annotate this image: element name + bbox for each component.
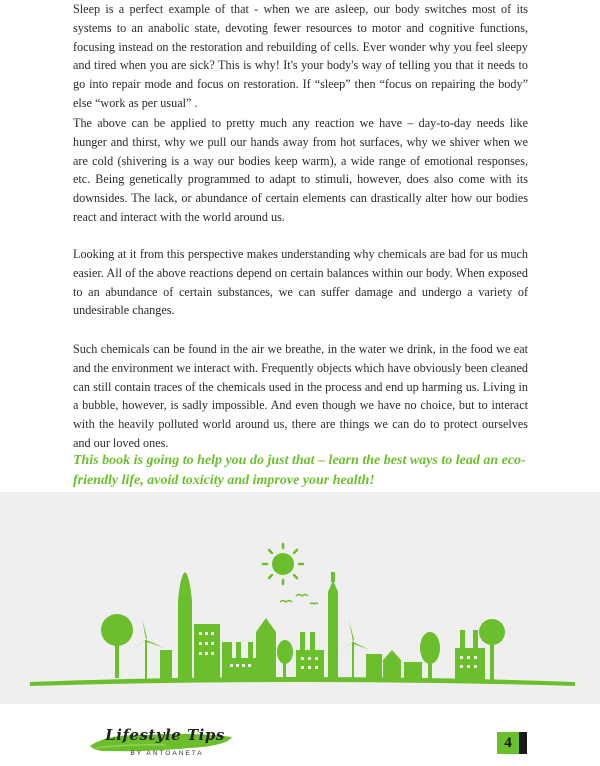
page-number-accent-bar	[519, 732, 527, 754]
paragraph-sleep-example: Sleep is a perfect example of that - when we are asleep, our body switches most of its systems to an anabolic state, devoting fewer resources to motor and cognitive functions, focusing instead on the restoration and rebuilding of cells. Ever wonder why you feel sleepy and tired when you are sick? This is why! It's your body's way of telling you that it needs to go into repair mode and focus on restoration. If “sleep” then “focus on repairing the body” else “work as per usual” .	[73, 2, 528, 110]
logo-subtitle: BY ANTOANETA	[130, 750, 204, 757]
paragraph-reactions: The above can be applied to pretty much any reaction we have – day-to-day needs like hunger and thirst, why we pull our hands away from hot surfaces, why we shiver when we are cold (shivering is a way our bodies keep warm), a wide range of emotional responses, etc. Being genetically programmed to adapt to stimuli, however, does also come with its downsides. The lack, or abundance of certain elements can drastically alter how our bodies react and interact with the world around us.	[73, 116, 528, 224]
logo-title: Lifestyle Tips	[105, 726, 225, 744]
lifestyle-tips-logo	[86, 726, 236, 766]
paragraph-chemicals-sources: Such chemicals can be found in the air we breathe, in the water we drink, in the food we eat and the environment we interact with. Frequently objects which have obviously been cleaned can still contain traces of the chemicals used in the process and end up harming us. Living in a bubble, however, is sadly impossible. And even though we have no choice, but to interact with the heavily polluted world around us, there are things we can do to protect ourselves and our loved ones.	[73, 342, 528, 450]
paragraph-chemicals-perspective: Looking at it from this perspective makes understanding why chemicals are bad for us much easier. All of the above reactions depend on certain balances within our body. When exposed to an abundance of certain substances, we can suffer damage and undergo a variety of undesirable changes.	[73, 247, 528, 318]
green-city-icon	[0, 492, 600, 704]
highlight-callout: This book is going to help you do just that – learn the best ways to lead an eco-friendly life, avoid toxicity and improve your health!	[73, 453, 526, 488]
page-footer	[0, 704, 600, 766]
illustration-band	[0, 492, 600, 704]
page-number: 4	[497, 732, 519, 754]
